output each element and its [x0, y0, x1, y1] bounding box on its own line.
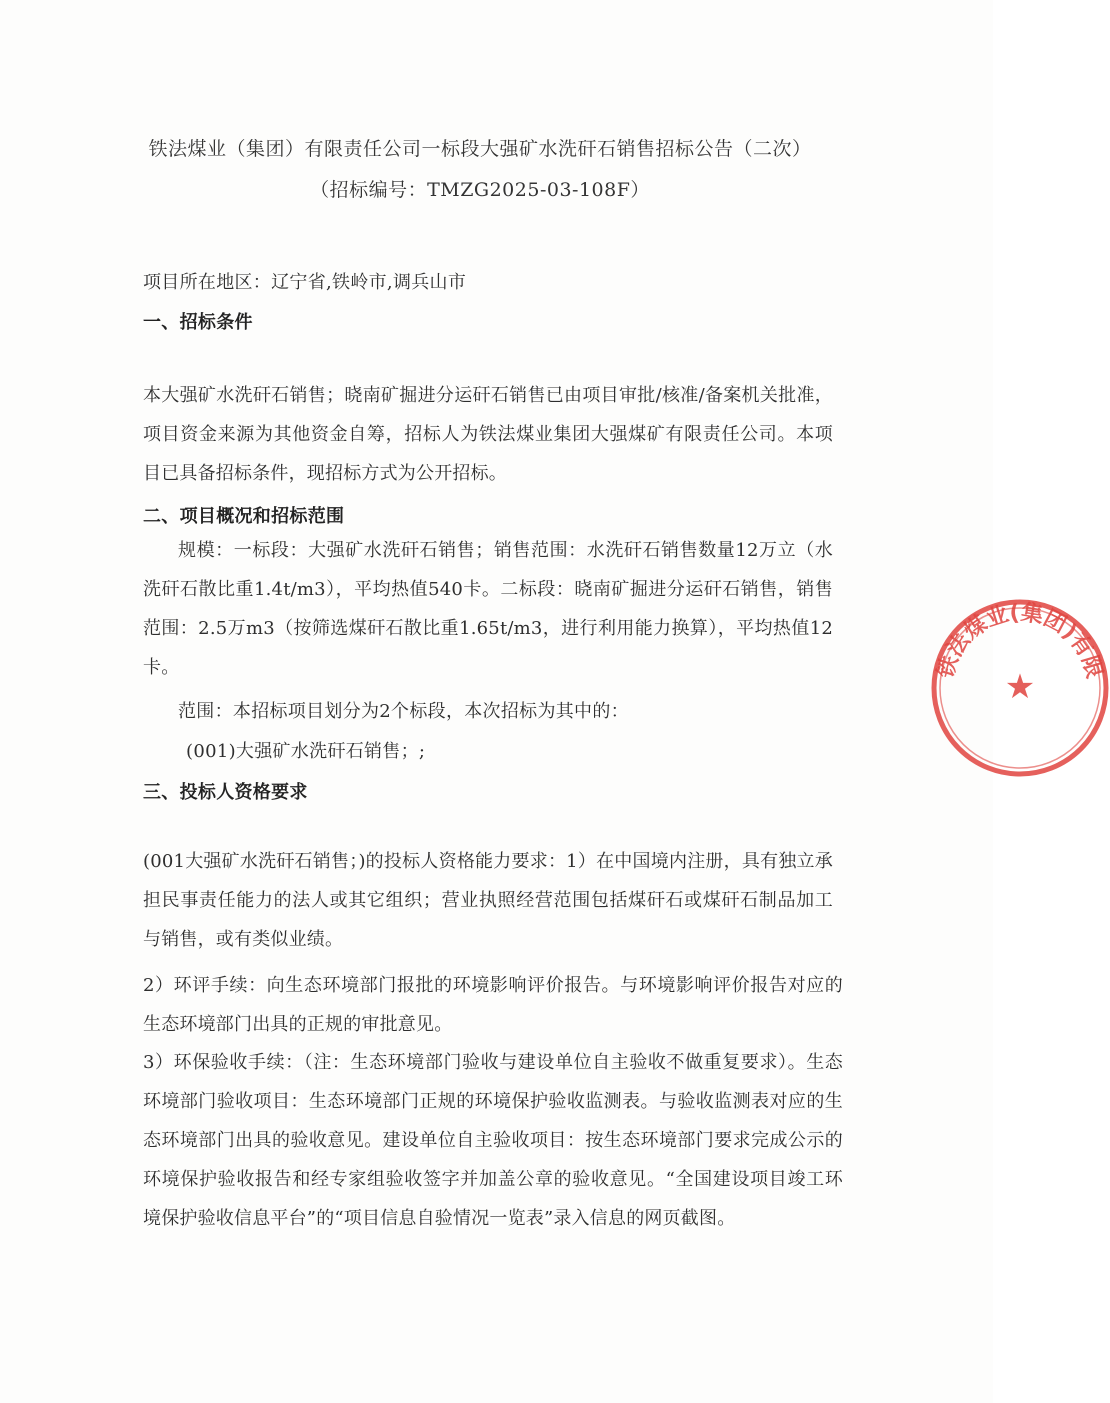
project-scale-paragraph: 规模：一标段：大强矿水洗矸石销售；销售范围：水洗矸石销售数量12万立（水洗矸石散比重1.4t/m3），平均热值540卡。二标段：晓南矿掘进分运矸石销售，销售范围：2.5万m3（按筛选煤矸石散比重1.65t/m3，进行利用能力换算），平均热值12卡。	[143, 540, 833, 678]
qualification-requirement-3: 3）环保验收手续：（注：生态环境部门验收与建设单位自主验收不做重复要求）。生态环境部门验收项目：生态环境部门正规的环境保护验收监测表。与验收监测表对应的生态环境部门出具的验收意见。建设单位自主验收项目：按生态环境部门要求完成公示的环境保护验收报告和经专家组验收签字并加盖公章的验收意见。“全国建设项目竣工环境保护验收信息平台”的“项目信息自验情况一览表”录入信息的网页截图。	[143, 1052, 843, 1229]
qualification-requirement-2: 2）环评手续：向生态环境部门报批的环境影响评价报告。与环境影响评价报告对应的生态环境部门出具的正规的审批意见。	[143, 975, 843, 1035]
svg-text:铁法煤业(集团)有限: 铁法煤业(集团)有限	[933, 600, 1107, 682]
document-title: 铁法煤业（集团）有限责任公司一标段大强矿水洗矸石销售招标公告（二次）	[148, 138, 812, 160]
section-heading-tender-conditions: 一、招标条件	[143, 312, 253, 333]
tender-conditions-paragraph: 本大强矿水洗矸石销售；晓南矿掘进分运矸石销售已由项目审批/核准/备案机关批准，项目资金来源为其他资金自筹，招标人为铁法煤业集团大强煤矿有限责任公司。本项目已具备招标条件，现招标方式为公开招标。	[143, 385, 833, 484]
svg-text:★: ★	[1004, 667, 1036, 707]
tender-scope-text: 范围：本招标项目划分为2个标段，本次招标为其中的：	[178, 701, 629, 722]
company-seal-icon	[930, 598, 1110, 778]
section-heading-bidder-qualifications: 三、投标人资格要求	[143, 782, 308, 803]
project-location: 项目所在地区：辽宁省,铁岭市,调兵山市	[143, 272, 467, 293]
qualification-requirement-1: (001大强矿水洗矸石销售；)的投标人资格能力要求：1）在中国境内注册，具有独立承担民事责任能力的法人或其它组织；营业执照经营范围包括煤矸石或煤矸石制品加工与销售，或有类似业绩。	[143, 851, 833, 950]
lot-item: (001)大强矿水洗矸石销售；;	[186, 741, 426, 762]
tender-number: （招标编号：TMZG2025-03-108F）	[310, 179, 650, 201]
section-heading-project-overview: 二、项目概况和招标范围	[143, 506, 345, 527]
